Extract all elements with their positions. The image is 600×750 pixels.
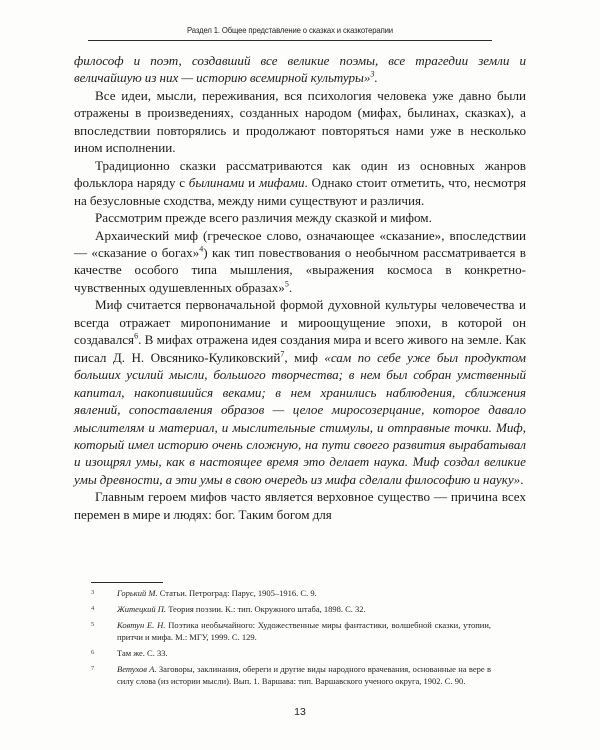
- footnote-marker: 7: [91, 664, 95, 672]
- paragraph-p4-consider: Рассмотрим прежде всего различия между сказкой и мифом.: [95, 210, 432, 226]
- footnote-marker: 5: [91, 620, 95, 628]
- footnote-7: [91, 664, 491, 687]
- page-number: 13: [294, 706, 306, 718]
- footnote-list: [91, 588, 491, 692]
- footnote-6: [91, 648, 491, 660]
- footnote-text: Ковтун Е. Н. Поэтика необычайного: Художественные миры фантастики, волшебной сказки, утопии, притчи и мифа. М.: МГУ, 1999. С. 129.: [117, 620, 492, 642]
- footnote-marker: 3: [91, 588, 95, 596]
- running-head: Раздел 1. Общее представление о сказках и сказкотерапии: [187, 25, 393, 35]
- footnote-4: [91, 604, 491, 616]
- footnote-3: [91, 588, 491, 600]
- footnote-text: Там же. С. 33.: [117, 648, 168, 659]
- paragraph-p3-genres: Традиционно сказки рассматриваются как один из основных жанров фольклора наряду с былинами и мифами. Однако стоит отметить, что, несмотря на безусловные сходства, между ними существуют и различия.: [74, 157, 527, 208]
- footnote-text: Горький М. Статьи. Петроград: Парус, 1905–1916. С. 9.: [117, 588, 317, 598]
- footnote-text: Ветухов А. Заговоры, заклинания, обереги и другие виды народного врачевания, основанные на вере в силу слова (из истории мысли). Вып. 1. Варшава: тип. Варшавского ученого округа, 1902. С. 90.: [117, 664, 491, 686]
- paragraph-p1-quote-tail: философ и поэт, создавший все великие поэмы, все трагедии земли и величайшую из них — историю всемирной культуры»$^3$.: [74, 53, 526, 86]
- paragraph-p7-hero: Главным героем мифов часто является верховное существо — причина всех перемен в мире и людях: бог. Таким богом для: [74, 489, 526, 522]
- paragraph-p2-ideas: Все идеи, мысли, переживания, вся психология человека уже давно были отражены в произведениях, созданных народом (мифах, былинах, сказках), а впоследствии повторялись и продолжают повторяться нами уже в несколько ином исполнении.: [74, 87, 526, 156]
- paragraph-p6-myth-form: Миф считается первоначальной формой духовной культуры человечества и всегда отражает миропонимание и мироощущение эпохи, в которой он создавался$^6$. В мифах отражена идея создания мира и всего живого на земле. Как писал Д. Н. Овсянико-Куликовский$^7$, миф «сам по себе уже был продуктом больших усилий мысли, большого творчества; в нем был собран умственный капитал, накопившийся веками; в нем хранились наблюдения, сближения явлений, сопоставления образов — целое миросозерцание, которое давало мыслителям и материал, и мыслительные стимулы, и отправные точки. Миф, который имел историю очень сложную, на пути своего развития вырабатывал и изощрял умы, как в настоящее время это делает наука. Миф создал великие умы древности, а эти умы в свою очередь из мифа сделали философию и науку».: [74, 297, 526, 487]
- footnote-separator-rule: [91, 582, 163, 583]
- footnote-marker: 4: [91, 604, 95, 612]
- paragraph-p5-archaic-myth: Архаический миф (греческое слово, означающее «сказание», впоследствии — «сказание о богах»$^4$) как тип повествования о необычном рассматривается в качестве особого типа мышления, «выражения космоса в конкретно-чувственных одушевленных образах»$^5$.: [74, 227, 526, 295]
- footnote-marker: 6: [91, 648, 95, 656]
- footnote-text: Житецкий П. Теория поэзии. К.: тип. Окружного штаба, 1898. С. 32.: [117, 604, 366, 615]
- footnote-5: [91, 620, 491, 643]
- running-head-rule: [88, 40, 492, 41]
- body-text-block: [74, 52, 526, 523]
